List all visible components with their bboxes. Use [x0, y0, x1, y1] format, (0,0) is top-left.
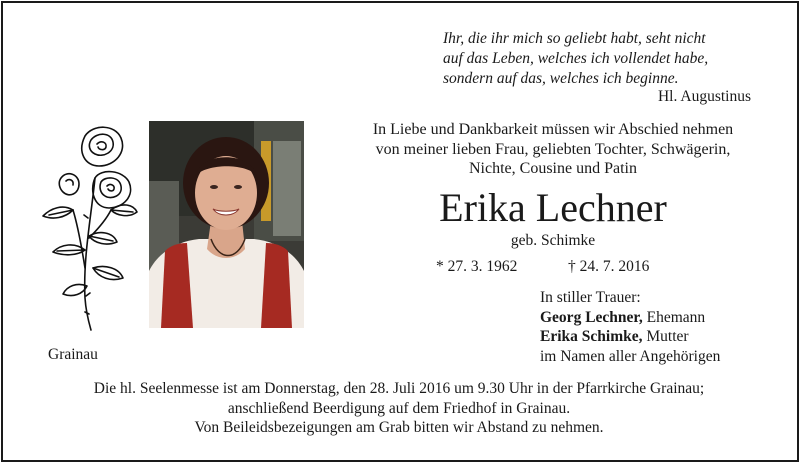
intro-line: In Liebe und Dankbarkeit müssen wir Abschied nehmen — [372, 121, 734, 138]
deceased-name: Erika Lechner — [439, 185, 667, 230]
quote-line: sondern auf das, welches ich beginne. — [443, 70, 679, 87]
funeral-details — [23, 379, 775, 438]
quote-line: Ihr, die ihr mich so geliebt habt, seht nicht — [443, 30, 706, 47]
portrait-photo — [149, 121, 304, 328]
mourners-heading: In stiller Trauer: — [540, 289, 641, 306]
intro-text — [323, 120, 783, 179]
maiden-name: geb. Schimke — [510, 232, 596, 249]
quote-line: auf das Leben, welches ich vollendet habe, — [443, 50, 709, 67]
mourner-name: Georg Lechner, — [540, 308, 643, 326]
mourner-relation: Ehemann — [642, 308, 706, 326]
footer-line: Die hl. Seelenmesse ist am Donnerstag, den 28. Juli 2016 um 9.30 Uhr in der Pfarrkirche Grainau; — [93, 380, 705, 397]
mourner-name: Erika Schimke, — [540, 328, 643, 345]
mourners-closing: im Namen aller Angehörigen — [540, 347, 721, 365]
intro-line: von meiner lieben Frau, geliebten Tochter, Schwägerin, — [375, 140, 731, 158]
rose-icon — [33, 118, 143, 338]
mourners-block — [540, 288, 780, 366]
mourner-entry — [540, 308, 780, 328]
birth-date: * 27. 3. 1962 — [436, 258, 518, 275]
footer-line: anschließend Beerdigung auf dem Friedhof in Grainau. — [227, 399, 571, 417]
quote — [443, 29, 753, 89]
obituary-notice — [1, 1, 799, 462]
mourner-entry — [540, 327, 780, 347]
quote-author: Hl. Augustinus — [657, 88, 751, 105]
death-date: † 24. 7. 2016 — [568, 258, 650, 275]
place-name: Grainau — [48, 346, 98, 363]
mourner-relation: Mutter — [642, 328, 689, 345]
intro-line: Nichte, Cousine und Patin — [469, 160, 637, 177]
footer-line: Von Beileidsbezeigungen am Grab bitten wir Abstand zu nehmen. — [194, 419, 604, 436]
